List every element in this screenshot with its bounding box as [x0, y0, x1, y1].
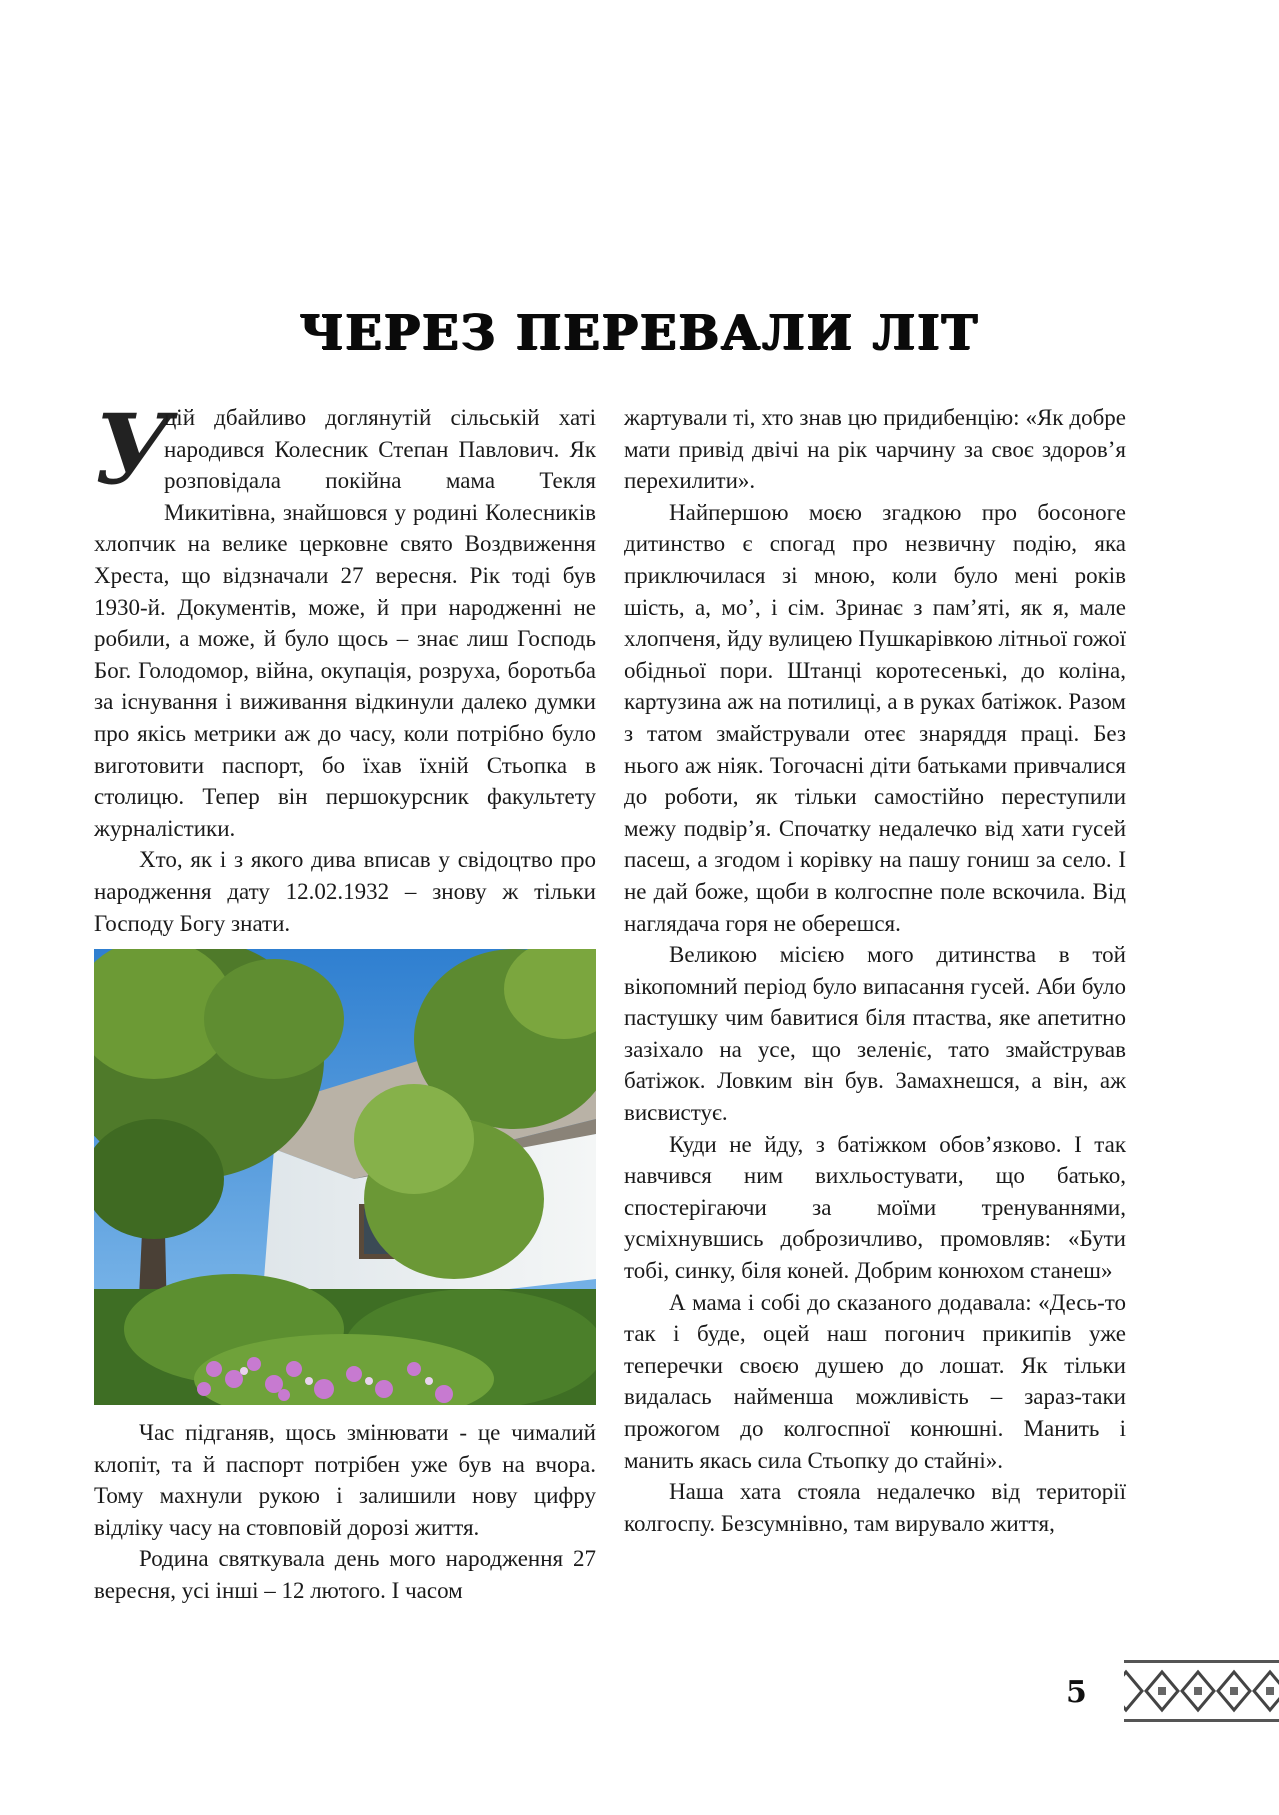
paragraph: Родина святкувала день мого народження 27 вересня, усі інші – 12 лютого. І часом	[94, 1546, 596, 1604]
paragraph: Хто, як і з якого дива вписав у свідоцтво про народження дату 12.02.1932 – знову ж тільки Господу Богу знати.	[94, 847, 596, 936]
left-column	[94, 393, 596, 1607]
paragraph: Куди не йду, з батіжком обов’язково. І так навчився ним вихльостувати, що батько, спостерігаючи за моїми тренуваннями, усміхнувшись доброзичливо, промовляв: «Бути тобі, синку, біля коней. Добрим конюхом станеш»	[624, 1131, 1126, 1284]
paragraph: Великою місією мого дитинства в той вікопомний період було випасання гусей. Аби було пастушку чим бавитися біля птаства, яке апетитно зазіхало на усе, що зеленіє, тато змайстрував батіжок. Ловким він був. Замахнешся, а він, аж висвистує.	[624, 942, 1126, 1126]
drop-cap: У	[94, 393, 172, 506]
embroidery-ornament	[1124, 1658, 1279, 1724]
page-number: 5	[1066, 1675, 1087, 1710]
paragraph: Наша хата стояла недалечко від території колгоспу. Безсумнівно, там вирувало життя,	[624, 1479, 1126, 1536]
paragraph: жартували ті, хто знав цю придибенцію: «Як добре мати привід двічі на рік чарчину за своє здоров’я перехилити».	[624, 405, 1126, 494]
paragraph	[94, 393, 596, 844]
paragraph: Час підганяв, щось змінювати - це чималий клопіт, та й паспорт потрібен уже був на вчора. Тому махнули рукою і залишили нову цифру відліку часу на стовповій дорозі життя.	[94, 1420, 596, 1540]
paragraph-text: цій дбайливо доглянутій сільській хаті народився Колесник Степан Павлович. Як розповідала покійна мама Текля Микитівна, знайшовся у родині Колесників хлопчик на велике церковне свято Воздвиження Хреста, що відзначали 27 вересня. Рік тоді був 1930-й. Документів, може, й при народженні не робили, а може, й було щось – знає лиш Господь Бог. Голодомор, війна, окупація, розруха, боротьба за існування і виживання відкинули далеко думки про якісь метрики аж до часу, коли потрібно було виготовити паспорт, бо їхав їхній Стьопка в столицю. Тепер він першокурсник факультету журналістики.	[94, 405, 596, 841]
house-photo	[94, 949, 596, 1405]
right-column	[624, 402, 1126, 1539]
paragraph: А мама і собі до сказаного додавала: «Десь-то так і буде, оцей наш погонич прикипів уже теперечки своєю душею до лошат. Як тільки видалась найменша можливість – зараз-таки прожогом до колгоспної конюшні. Манить і манить якась сила Стьопку до стайні».	[624, 1289, 1126, 1473]
page-title: ЧЕРЕЗ ПЕРЕВАЛИ ЛІТ	[299, 305, 980, 361]
paragraph: Найпершою моєю згадкою про босоноге дитинство є спогад про незвичну подію, яка приключилася зі мною, коли було мені років шість, а, мо’, і сім. Зринає з пам’яті, як я, мале хлопченя, йду вулицею Пушкарівкою літньої гожої обідньої пори. Штанці коротесенькі, до коліна, картузина аж на потилиці, а в руках батіжок. Разом з татом змайстрували отеє знаряддя праці. Без нього аж ніяк. Тогочасні діти батьками привчалися до роботи, як тільки самостійно переступили межу подвір’я. Спочатку недалечко від хати гусей пасеш, а згодом і корівку на пашу гониш за село. І не дай боже, щоби в колгоспне поле вскочила. Від наглядача горя не оберешся.	[624, 499, 1126, 936]
